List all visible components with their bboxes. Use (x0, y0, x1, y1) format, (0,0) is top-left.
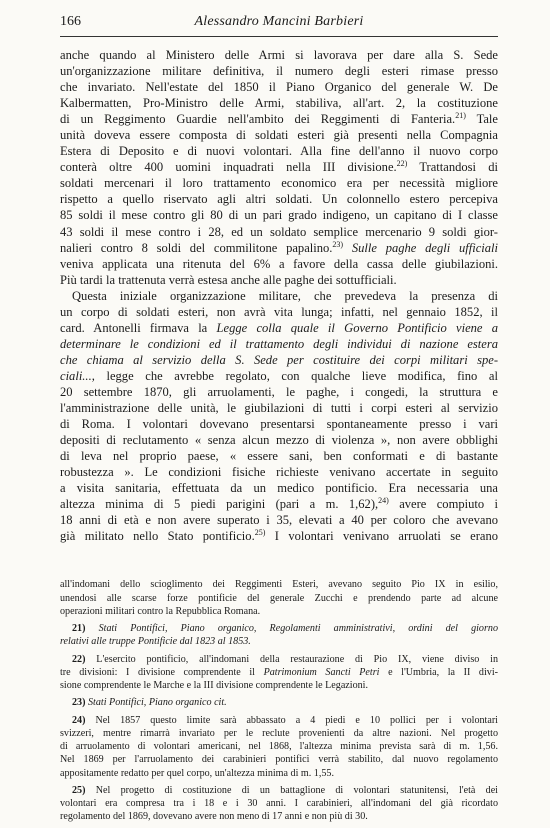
text-line: Estera di Deposito e di nuovi volontari. Alla fine dell'anno il nuovo corpo (60, 144, 498, 159)
text-line: l'amministrazione delle unità, le giubilazioni di tutti i corpi esteri al servizio (60, 401, 498, 416)
text-line: robustezza ». Le condizioni fisiche richieste venivano accertate in seguito (60, 465, 498, 480)
text-line: depositi di reclutamento « senza alcun mezzo di violenza », non avere obblighi (60, 433, 498, 448)
text-line: 20 settembre 1870, gli arruolamenti, le paghe, i congedi, la struttura e (60, 384, 498, 399)
footnote-23: 23) Stati Pontifici, Piano organico cit. (72, 697, 227, 709)
text-line: altezza minima di 5 piedi parigini (pari a m. 1,62),$^{24)}$ avere compiuto i (60, 496, 499, 512)
text-line: anche quando al Ministero delle Armi si lavorava per dare alla S. Sede (60, 48, 498, 62)
footnote-continued: all'indomani dello scioglimento dei Reggimenti Esteri, avevano seguito Pio IX in esilio, unendosi alle scarse forze pontificie del generale Zucchi e prendendo parte ad alcune operazioni militari contro la Repubblica Romana. (60, 579, 498, 617)
text-line: già militato nello Stato pontificio.$^{25)}$ I volontari venivano arruolati se erano (60, 528, 498, 544)
main-text (60, 47, 498, 544)
paragraph-1 (60, 47, 498, 288)
text-line: determinare le condizioni ed il trattamento degli individui di nazione estera (60, 336, 498, 351)
text-line: 85 soldi il mese contro gli 80 di un pari grado indigeno, un capitano di I classe (60, 208, 498, 223)
text-line: un corpo di soldati esteri, non avrà vita lunga; infatti, nel gennaio 1852, il (60, 304, 498, 319)
text-line: 18 anni di età e non avere superato i 35, elevati a 40 per coloro che avevano (60, 513, 498, 528)
text-line: ciali..., legge che avrebbe regolato, con qualche lieve modifica, fino al (60, 368, 498, 383)
text-line: rispetto a quello riservato agli altri soldati. Un colonnello estero percepiva (60, 192, 498, 207)
book-page (60, 14, 498, 828)
footnote-ref-22[interactable]: 22) (396, 159, 408, 169)
footnote-ref-21[interactable]: 21) (455, 111, 466, 121)
text-line: che chiama al servizio della S. Sede per costituire dei corpi militari spe- (60, 352, 498, 367)
text-line: veniva applicata una ritenuta del 6% a favore della cassa delle giubilazioni. (60, 256, 498, 271)
footnote-21: 21) Stati Pontifici, Piano organico, Regolamenti amministrativi, ordini del giorno relativi alle truppe Pontificie dal 1823 al 1853. (60, 623, 498, 648)
text-line: che invariato. Nell'estate del 1850 il Piano Organico del generale W. De (60, 80, 498, 95)
text-line: Più tardi la trattenuta verrà estesa anche alle paghe dei sottufficiali. (60, 272, 397, 287)
text-line: a visita sanitaria, effettuata da un medico pontificio. Era necessaria una (60, 481, 498, 496)
text-line: Kalbermatten, Pro-Ministro delle Armi, stabiliva, all'art. 2, la costituzione (60, 96, 498, 111)
text-line: di un Reggimento Guardie nell'ambito dei Reggimenti di Fanteria.$^{21)}$ Tale (60, 111, 498, 127)
running-head: Alessandro Mancini Barbieri (194, 14, 364, 29)
text-line: unità doveva essere composta di soldati esteri già presenti nella Compagnia (60, 128, 498, 143)
footnote-ref-23[interactable]: 23) (332, 239, 344, 249)
footnote-ref-25[interactable]: 25) (254, 528, 266, 538)
text-line: di leva nel proprio paese, « essere sani, ben conformati e di bastante (60, 449, 498, 464)
paragraph-2 (60, 288, 498, 545)
footnotes (60, 578, 498, 823)
text-line: di Roma. I volontari dovevano presentarsi spontaneamente presso i vari (60, 417, 498, 432)
text-line: card. Antonelli firmava la Legge colla quale il Governo Pontificio viene a (60, 320, 499, 335)
footnote-22: 22) L'esercito pontificio, all'indomani della restaurazione di Pio IX, viene diviso in tre divisioni: I divisione comprendente il Patrimonium Sancti Petri e l'Umbria, la II divi- sione comprendente le Marche e la III divisione comprendente le Legazioni. (60, 653, 498, 692)
text-line: nalieri contro 8 soldi del commilitone papalino.$^{23)}$ Sulle paghe degli ufficiali (60, 239, 499, 255)
footnote-25: 25) Nel progetto di costituzione di un battaglione di volontari statunitensi, l'età dei volontari era compresa tra i 18 e i 30 anni. I carabinieri, all'indomani del già ricordato regolamento del 1869, dovevano avere non meno di 17 anni e non più di 30. (60, 784, 498, 823)
text-line: 43 soldi il mese contro i 28, ed un soldato semplice mercenario 9 soldi gior- (60, 224, 498, 239)
text-line: soldati mercenari il loro trattamento economico era per necessità migliore (60, 176, 498, 191)
footnote-24: 24) Nel 1857 questo limite sarà abbassato a 4 piedi e 10 pollici per i volontari svizzeri, mentre rimarrà invariato per le reclute provenienti da altre nazioni. Nel progetto di arruolamento di volontari americani, nel 1868, l'altezza minima prevista sarà di m. 1,56. Nel 1869 per l'arruolamento dei carabinieri pontifici verrà stabilito, dal nuovo regolamento appositamente redatto per quel corpo, un'altezza minima di m. 1,55. (60, 714, 498, 779)
page-header (60, 14, 498, 37)
text-line: un'organizzazione militare definitiva, il numero degli esteri rimase presso (60, 64, 498, 79)
text-line: Questa iniziale organizzazione militare, che prevedeva la presenza di (72, 288, 498, 303)
footnote-ref-24[interactable]: 24) (378, 496, 389, 506)
page-number: 166 (60, 14, 81, 29)
text-line: conterà oltre 400 uomini inquadrati nella III divisione.$^{22)}$ Trattandosi di (60, 159, 498, 175)
